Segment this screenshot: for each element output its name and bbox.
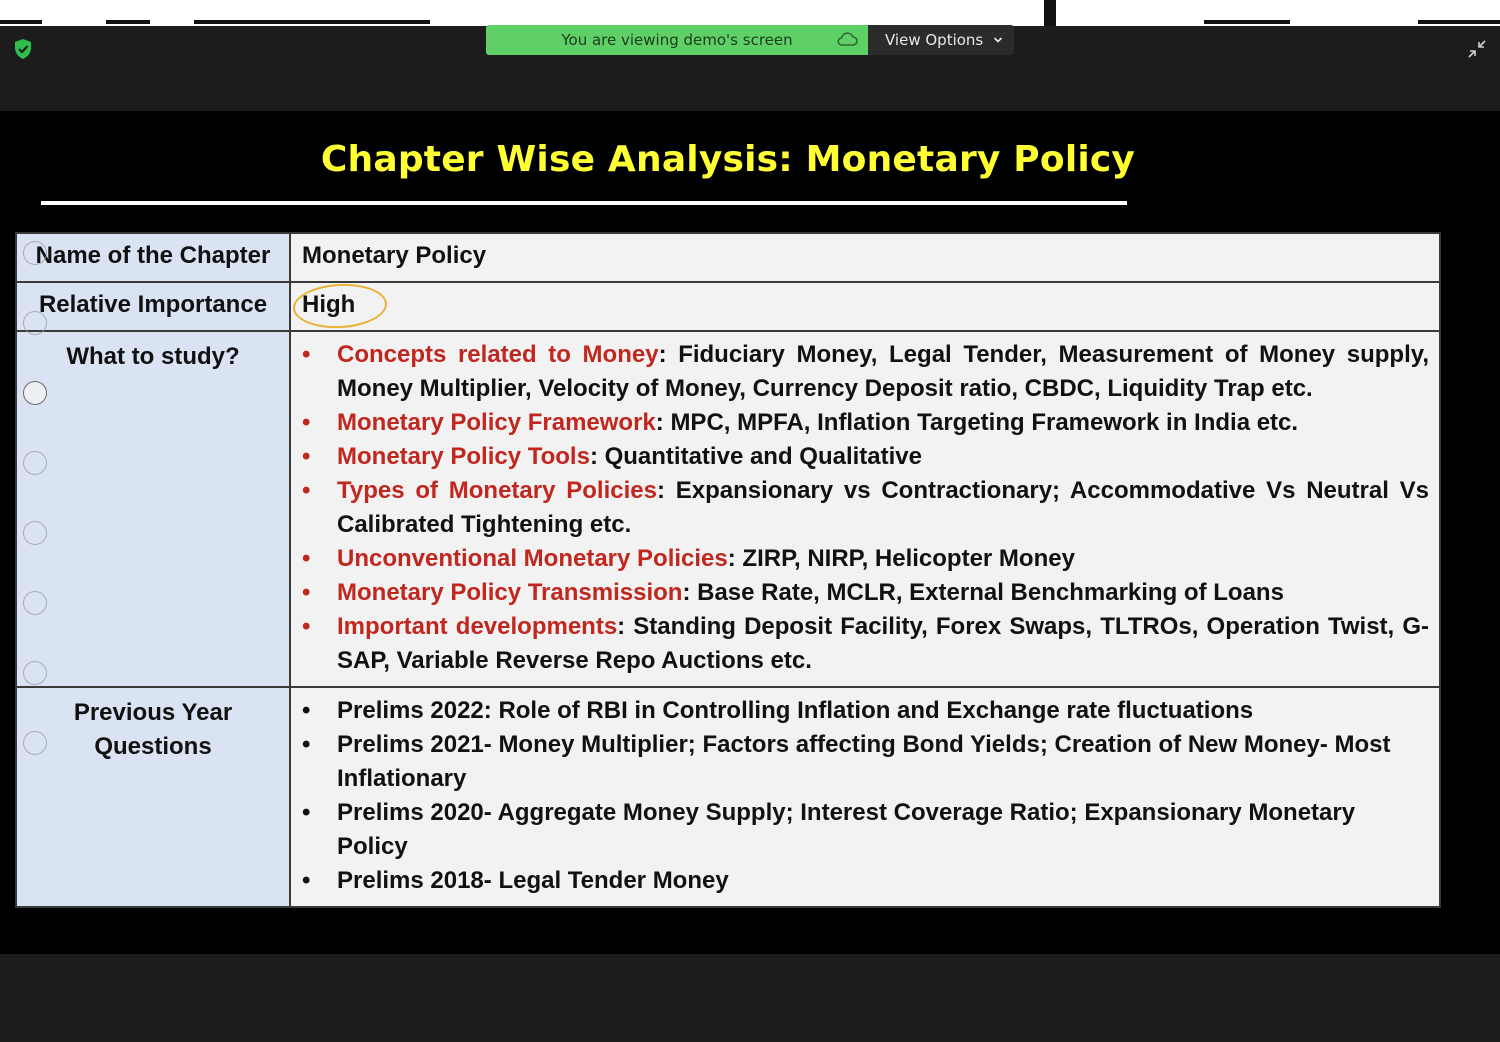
study-topic: Monetary Policy Transmission (337, 579, 683, 606)
annotate-eraser-icon[interactable] (23, 591, 47, 615)
shield-check-icon[interactable] (13, 38, 33, 60)
previous-year-questions-label (16, 687, 290, 907)
list-item: • Prelims 2020- Aggregate Money Supply; Interest Coverage Ratio; Expansionary Monetary Policy (302, 796, 1429, 864)
study-topic: Concepts related to Money (337, 341, 659, 368)
relative-importance-cell (290, 282, 1440, 331)
cloud-icon (836, 31, 858, 47)
study-topic-list (302, 338, 1429, 678)
study-topic: Types of Monetary Policies (337, 477, 657, 504)
pyq-label-line: Questions (94, 733, 212, 760)
shared-slide (0, 111, 1500, 954)
list-item (302, 576, 1429, 610)
chapter-name-label: Name of the Chapter (16, 233, 290, 282)
chevron-down-icon (993, 35, 1003, 45)
list-item (302, 542, 1429, 576)
annotate-save-icon[interactable] (23, 731, 47, 755)
slide-title: Chapter Wise Analysis: Monetary Policy (320, 139, 1136, 180)
study-topic: Important developments (337, 613, 618, 640)
highlight-circle (292, 282, 388, 331)
what-to-study-cell (290, 331, 1440, 687)
annotate-draw-icon[interactable] (23, 381, 47, 405)
view-options-label: View Options (885, 31, 984, 49)
list-item (302, 338, 1429, 406)
chapter-name-value: Monetary Policy (290, 233, 1440, 282)
what-to-study-label: What to study? (16, 331, 290, 687)
strip-divider (194, 20, 430, 24)
annotate-stamp-icon[interactable] (23, 521, 47, 545)
table-row (16, 687, 1440, 907)
study-topic: Unconventional Monetary Policies (337, 545, 728, 572)
participant-strip (0, 0, 1500, 26)
chapter-table (15, 232, 1441, 908)
annotate-mouse-icon[interactable] (23, 241, 47, 265)
strip-divider (0, 20, 42, 24)
table-row (16, 331, 1440, 687)
study-detail: : ZIRP, NIRP, Helicopter Money (727, 545, 1075, 572)
list-item: • Prelims 2022: Role of RBI in Controlling Inflation and Exchange rate fluctuations (302, 694, 1429, 728)
list-item (302, 610, 1429, 678)
pyq-label-line: Previous Year (73, 699, 233, 726)
strip-divider (106, 20, 150, 24)
strip-divider (1204, 20, 1290, 24)
study-detail: : Expansionary vs Contractionary; Accommodative Vs Neutral Vs Calibrated Tightening etc. (337, 477, 1430, 538)
pyq-list (302, 694, 1429, 898)
annotate-text-icon[interactable] (23, 451, 47, 475)
study-detail: : MPC, MPFA, Inflation Targeting Framework in India etc. (655, 409, 1299, 436)
table-row (16, 282, 1440, 331)
annotate-select-icon[interactable] (23, 311, 47, 335)
list-item (302, 406, 1429, 440)
list-item: • Prelims 2021- Money Multiplier; Factors affecting Bond Yields; Creation of New Money- Most Inflationary (302, 728, 1429, 796)
viewing-screen-banner (486, 25, 868, 55)
previous-year-questions-cell (290, 687, 1440, 907)
exit-fullscreen-icon[interactable] (1467, 39, 1487, 59)
study-detail: : Standing Deposit Facility, Forex Swaps, TLTROs, Operation Twist, G-SAP, Variable Reverse Repo Auctions etc. (337, 613, 1429, 674)
table-row (16, 233, 1440, 282)
list-item: • Prelims 2018- Legal Tender Money (302, 864, 1429, 898)
list-item (302, 474, 1429, 542)
view-options-button[interactable] (868, 25, 1014, 55)
highlight-annotation (302, 288, 355, 322)
study-detail: : Quantitative and Qualitative (589, 443, 922, 470)
viewing-screen-text: You are viewing demo's screen (561, 31, 793, 49)
annotate-more-icon[interactable] (23, 661, 47, 685)
relative-importance-label: Relative Importance (16, 282, 290, 331)
meeting-bottom-area (0, 954, 1500, 1042)
study-detail: : Fiduciary Money, Legal Tender, Measurement of Money supply, Money Multiplier, Velocity of Money, Currency Deposit ratio, CBDC, Liquidity Trap etc. (337, 341, 1429, 402)
strip-divider (1418, 20, 1500, 24)
strip-divider (1044, 0, 1056, 26)
title-underline (41, 201, 1127, 205)
study-topic: Monetary Policy Tools (337, 443, 590, 470)
relative-importance-value: High (302, 291, 356, 318)
list-item (302, 440, 1429, 474)
study-topic: Monetary Policy Framework (337, 409, 656, 436)
study-detail: : Base Rate, MCLR, External Benchmarking of Loans (682, 579, 1284, 606)
